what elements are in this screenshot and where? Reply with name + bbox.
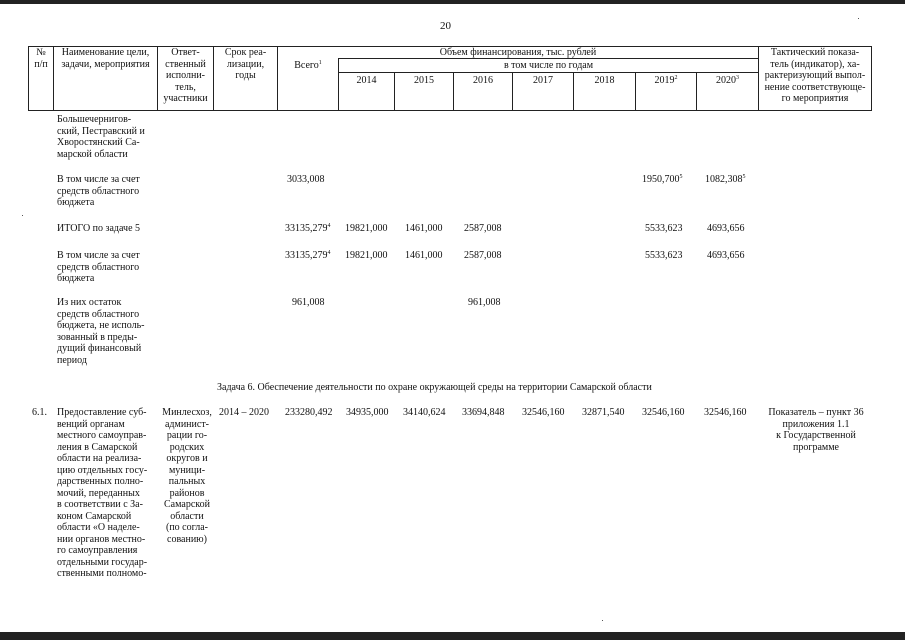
row-name: В том числе за счет средств областного бюджета — [57, 174, 140, 208]
bottom-border — [0, 632, 905, 640]
cell-2020: 32546,160 — [704, 407, 747, 418]
header-num: № п/п — [34, 47, 48, 70]
header-year: 2015 — [414, 75, 434, 86]
scan-speck — [602, 620, 603, 621]
cell-2016: 2587,008 — [464, 223, 502, 234]
row-period: 2014 – 2020 — [219, 407, 269, 418]
header-total: Всего$^1$ — [294, 60, 322, 71]
row-name: ИТОГО по задаче 5 — [57, 223, 141, 234]
header-indicator: Тактический показа- тель (индикатор), ха- рактеризующий выпол- нение соответствующе- го мероприятия — [764, 47, 866, 104]
cell-2019: 1950,700$^5$ — [642, 174, 683, 185]
cell-2020: 4693,656 — [707, 250, 745, 261]
top-border — [0, 0, 905, 4]
cell-2015: 1461,000 — [405, 223, 443, 234]
scan-speck — [22, 215, 23, 216]
scan-speck — [858, 18, 859, 19]
cell-total: 233280,492 — [285, 407, 333, 418]
cell-2019: 32546,160 — [642, 407, 685, 418]
cell-total: 3033,008 — [287, 174, 325, 185]
cell-total: 961,008 — [292, 297, 325, 308]
cell-2016: 2587,008 — [464, 250, 502, 261]
row-responsible: Минлесхоз, админист- рации го- родских округов и муници- пальных районов Самарской области (по согла- сованию) — [162, 407, 212, 545]
header-funding: Объем финансирования, тыс. рублей — [439, 47, 597, 58]
cell-2015: 34140,624 — [403, 407, 446, 418]
cell-2017: 32546,160 — [522, 407, 565, 418]
cell-2018: 32871,540 — [582, 407, 625, 418]
row-name: Предоставление суб- венций органам местного самоуправ- ления в Самарской области на реализа- цию отдельных госу- дарственных полно- мочий, переданных в соответствии с За- коном Самарской области «О наделе- нии органов местно- го самоуправления отдельными государ- ственными полномо- — [57, 407, 148, 579]
header-year: 2017 — [533, 75, 553, 86]
header-year: 2020$^3$ — [716, 75, 739, 86]
cell-total: 33135,279$^4$ — [285, 223, 331, 234]
cell-total: 33135,279$^4$ — [285, 250, 331, 261]
row-num: 6.1. — [32, 407, 47, 418]
header-year: 2014 — [356, 75, 377, 86]
header-name: Наименование цели, задачи, мероприятия — [61, 47, 150, 70]
cell-2019: 5533,623 — [645, 250, 683, 261]
row-name: Большечернигов- ский, Пестравский и Хворостянский Са- марской области — [57, 114, 145, 160]
row-indicator: Показатель – пункт 36 приложения 1.1 к Государственной программе — [768, 407, 864, 453]
row-name: Из них остаток средств областного бюджета, не исполь- зованный в преды- дущий финансовый период — [57, 297, 145, 366]
cell-2020: 4693,656 — [707, 223, 745, 234]
header-by-years: в том числе по годам — [503, 60, 594, 71]
header-period: Срок реа- лизации, годы — [224, 47, 267, 81]
header-year: 2018 — [594, 75, 615, 86]
cell-2016: 961,008 — [468, 297, 501, 308]
cell-2015: 1461,000 — [405, 250, 443, 261]
cell-2014: 19821,000 — [345, 250, 388, 261]
header-year: 2016 — [473, 75, 493, 86]
header-responsible: Ответ- ственный исполни- тель, участники — [163, 47, 208, 104]
cell-2014: 19821,000 — [345, 223, 388, 234]
cell-2016: 33694,848 — [462, 407, 505, 418]
cell-2020: 1082,308$^5$ — [705, 174, 746, 185]
row-name: В том числе за счет средств областного бюджета — [57, 250, 140, 284]
cell-2014: 34935,000 — [346, 407, 389, 418]
header-year: 2019$^2$ — [654, 75, 678, 86]
page-number: 20 — [440, 20, 451, 32]
task-heading: Задача 6. Обеспечение деятельности по охране окружающей среды на территории Самарской области — [217, 382, 652, 393]
cell-2019: 5533,623 — [645, 223, 683, 234]
